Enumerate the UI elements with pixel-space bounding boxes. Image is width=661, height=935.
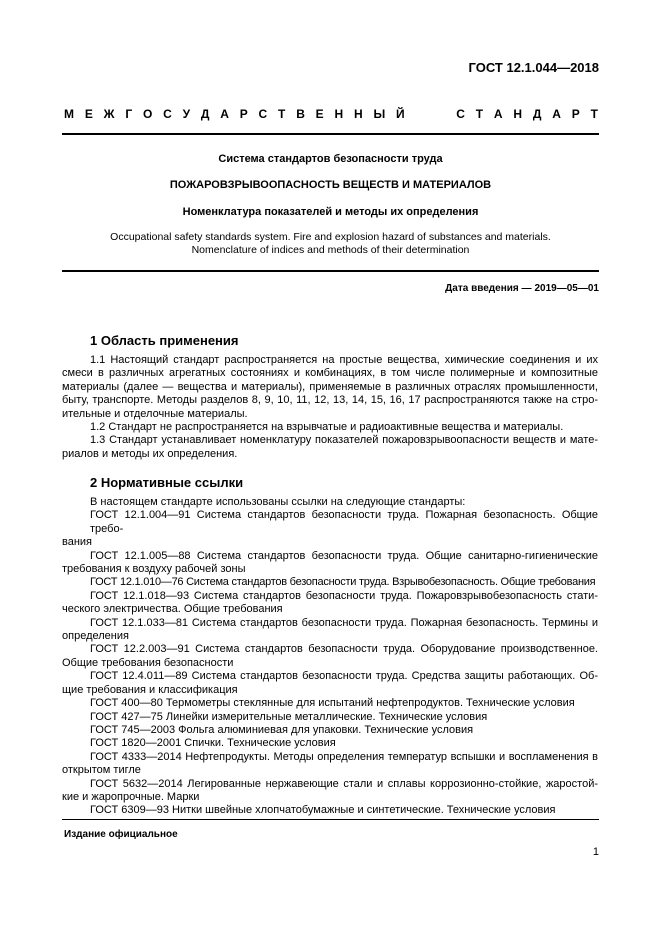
reference-line: ГОСТ 12.1.033—81 Система стандартов безопасности труда. Пожарная безопасность. Термины и (90, 616, 598, 629)
reference-line: ГОСТ 12.1.018—93 Система стандартов безопасности труда. Пожаровзрывобезопасность стати- (90, 589, 598, 602)
banner-word-gap (415, 107, 445, 121)
banner-letter: С (456, 107, 465, 121)
banner-letter: С (258, 107, 268, 121)
banner-letter: У (182, 107, 191, 121)
reference-line: ГОСТ 427—75 Линейки измерительные металлические. Технические условия (90, 710, 488, 723)
text-line: 1.1 Настоящий стандарт распространяется на простые вещества, химические соединения и их (90, 354, 598, 366)
text-line: В настоящем стандарте использованы ссылки на следующие стандарты: (90, 496, 466, 508)
section-2-body (62, 496, 598, 818)
section-1-heading: 1 Область применения (90, 333, 239, 348)
banner-letter: М (64, 107, 74, 121)
text-line: 1.2 Стандарт не распространяется на взрывчатые и радиоактивные вещества и материалы. (90, 421, 564, 434)
banner-letter: А (552, 107, 561, 121)
banner-letter: Д (532, 107, 542, 121)
system-title: Система стандартов безопасности труда (218, 153, 443, 165)
banner-letter: Р (239, 107, 248, 121)
text-line: материалы (далее — вещества и материалы), применяемые в различных отраслях промышленности, (62, 380, 598, 393)
reference-line: ГОСТ 12.1.005—88 Система стандартов безопасности труда. Общие санитарно-гигиенические (90, 549, 598, 562)
banner-letter: О (142, 107, 153, 121)
reference-line: ГОСТ 12.1.004—91 Система стандартов безопасности труда. Пожарная безопасность. Общие требо- (90, 509, 598, 535)
reference-line: ГОСТ 5632—2014 Легированные нержавеющие стали и сплавы коррозионно-стойкие, жаростой- (90, 777, 598, 790)
reference-line: ГОСТ 745—2003 Фольга алюминиевая для упаковки. Технические условия (90, 723, 474, 736)
document-number: ГОСТ 12.1.044—2018 (468, 60, 599, 75)
introduction-date-label: Дата введения — (445, 283, 532, 294)
reference-line: требования к воздуху рабочей зоны (62, 563, 246, 576)
main-title: ПОЖАРОВЗРЫВООПАСНОСТЬ ВЕЩЕСТВ И МАТЕРИАЛОВ (169, 179, 492, 191)
interstate-standard-banner (64, 107, 598, 121)
page-number: 1 (592, 846, 599, 858)
banner-letter: Н (353, 107, 363, 121)
sub-title: Номенклатура показателей и методы их определения (182, 206, 479, 218)
text-line: быту, транспорте. Методы разделов 8, 9, 10, 11, 12, 13, 14, 15, 16, 17 распространяются также на стро- (62, 394, 598, 407)
reference-line: вания (62, 536, 93, 549)
english-title (62, 231, 599, 257)
official-edition-label: Издание официальное (64, 829, 178, 840)
banner-letter: Т (278, 107, 286, 121)
banner-letter: Д (200, 107, 210, 121)
english-title-line: Nomenclature of indices and methods of their determination (191, 244, 470, 256)
reference-line: ГОСТ 400—80 Термометры стеклянные для испытаний нефтепродуктов. Технические условия (90, 697, 575, 710)
text-line: ительные и отделочные материалы. (62, 407, 248, 420)
reference-line: открытом тигле (62, 764, 141, 777)
reference-line: ГОСТ 1820—2001 Спички. Технические условия (90, 737, 336, 750)
introduction-date-value: 2019—05—01 (534, 283, 599, 294)
banner-letter: Г (125, 107, 133, 121)
introduction-date (445, 283, 599, 294)
banner-letter: Е (84, 107, 93, 121)
banner-letter: С (163, 107, 172, 121)
banner-letter: Й (396, 107, 405, 121)
banner-letter: А (220, 107, 229, 121)
reference-line: ческого электричества. Общие требования (62, 603, 283, 616)
section-2-heading: 2 Нормативные ссылки (90, 475, 244, 490)
banner-letter: Ж (103, 107, 115, 121)
reference-line: ГОСТ 12.1.010—76 Система стандартов безопасности труда. Взрывобезопасность. Общие требования (90, 576, 596, 589)
reference-line: ГОСТ 12.2.003—91 Система стандартов безопасности труда. Оборудование производственное. (90, 643, 598, 656)
reference-line: Общие требования безопасности (62, 656, 234, 669)
reference-line: ГОСТ 4333—2014 Нефтепродукты. Методы определения температур вспышки и воспламенения в (90, 750, 598, 763)
banner-letter: Р (571, 107, 580, 121)
section-1-body (62, 354, 598, 461)
banner-letter: А (493, 107, 503, 121)
reference-line: определения (62, 630, 129, 643)
banner-letter: Н (334, 107, 344, 121)
header-divider (62, 133, 599, 135)
banner-letter: В (296, 107, 305, 121)
banner-letter: Н (513, 107, 523, 121)
banner-letter: Е (315, 107, 324, 121)
english-title-line: Occupational safety standards system. Fire and explosion hazard of substances and materials. (110, 231, 551, 243)
banner-letter: Т (590, 107, 598, 121)
title-divider (62, 270, 599, 272)
reference-line: ГОСТ 12.4.011—89 Система стандартов безопасности труда. Средства защиты работающих. Об- (90, 670, 598, 683)
footer-divider (62, 819, 599, 820)
text-line: смеси в различных агрегатных состояниях и комбинациях, в том числе полимерные и композитные (62, 367, 598, 380)
reference-line: ГОСТ 6309—93 Нитки швейные хлопчатобумажные и синтетические. Технические условия (90, 804, 556, 817)
banner-letter: Т (475, 107, 484, 121)
text-line: 1.3 Стандарт устанавливает номенклатуру показателей пожаровзрывоопасности веществ и мате- (90, 434, 598, 447)
text-line: риалов и методы их определения. (62, 447, 238, 460)
reference-line: кие и жаропрочные. Марки (62, 790, 200, 803)
reference-line: щие требования и классификация (62, 683, 238, 696)
banner-letter: Ы (373, 107, 386, 121)
